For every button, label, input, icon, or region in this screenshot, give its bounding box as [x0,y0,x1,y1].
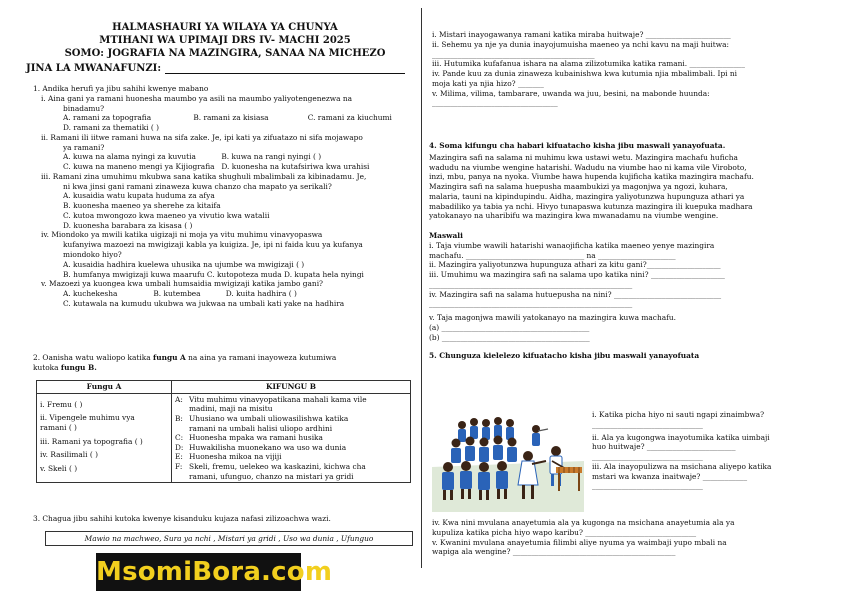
fungu-a-item[interactable]: i. Fremu ( ) [40,399,83,409]
fungu-b-text: Vitu muhimu vinavyopatikana mahali kama vile [189,394,367,404]
header-exam: MTIHANI WA UPIMAJI DRS IV- MACHI 2025 [99,34,351,46]
fill-question[interactable]: iii. Hutumika kufafanua ishara na alama zilizotumika katika ramani. _______________ [432,59,745,69]
fungu-b-text: ramani na umbali halisi uliopo ardhini [189,423,333,433]
q2-stem-cont: ya ramani? [63,142,105,152]
fungu-b-letter: E: [175,452,183,462]
side-question[interactable]: i. Katika picha hiyo ni sauti ngapi zinaimbwa? [592,410,765,419]
q3-option-b[interactable]: B. kuonesha maeneo ya sherehe za kitaifa [63,201,221,211]
q4-stem: iv. Miondoko ya mwili katika uigizaji ni moja ya vitu muhimu vinavyopaswa [41,230,323,240]
fungu-b-text: madini, maji na misitu [189,404,273,414]
fungu-b-item [175,404,407,414]
section-2-instruction [33,353,418,373]
q1-option-b[interactable]: B. ramani za kisiasa [193,113,269,123]
fill-question[interactable]: i. Mistari inayogawanya ramani katika miraba huitwaje? _______________________ [432,30,731,39]
student-name-label: JINA LA MWANAFUNZI: [26,63,162,74]
fungu-b-item [175,424,407,434]
section-4-title: 4. Soma kifungu cha habari kifuatacho kisha jibu maswali yanayofuata. [429,141,726,150]
q1-option-c[interactable]: C. ramani za kiuchumi [307,113,392,123]
fungu-a-cell [37,393,172,483]
matching-table [36,380,411,483]
q1-stem: i. Aina gani ya ramani huonesha maumbo ya asili na maumbo yaliyotengenezwa na [41,93,352,103]
fill-question[interactable]: v. Milima, vilima, tambarare, uwanda wa juu, besini, na mabonde huunda: [432,88,710,98]
s2-instr-fungu-a: fungu A [153,353,186,362]
q3-stem-cont: ni kwa jinsi gani ramani zinaweza kuwa chanzo cha mapato ya serikali? [63,181,332,191]
section-3-questions [432,30,832,108]
side-question[interactable]: huo huitwaje? ________________________ [592,442,736,452]
section-5-side-questions [592,410,832,491]
q5-option-b[interactable]: B. kutembea [153,289,201,299]
maswali-item[interactable]: machafu. ________________________________ na _____________________ [429,250,676,260]
fungu-b-text: Skeli, fremu, uelekeo wa kaskazini, kichwa cha [189,462,366,471]
q3-option-d[interactable]: D. kuonesha barabara za kisasa ( ) [63,220,193,230]
side-question[interactable]: iii. Ala inayopulizwa na msichana aliyepo katika [592,461,772,471]
passage-line: Mazingira safi na salama huepusha maambukizi ya magonjwa ya ngozi, kuhara, [429,182,728,192]
fungu-a-item[interactable]: iii. Ramani ya topografia ( ) [40,436,143,446]
fungu-b-letter: B: [175,413,183,423]
q2-option-a[interactable]: A. kuwa na alama nyingi za kuvutia [63,152,196,162]
student-name-row [26,63,405,74]
fungu-b-letter: D: [175,442,184,452]
q5-stem: v. Mazoezi ya kuongea kwa umbali humsaidia mwigizaji katika jambo gani? [41,279,324,289]
passage-line: inzi, mbu, panya na nyoka. Viumbe hawa hupenda kujificha katika mazingira machafu. [429,172,754,182]
passage [429,153,829,221]
fungu-a-item[interactable]: v. Skeli ( ) [40,463,78,473]
s2-instr-a: 2. Oanisha watu waliopo katika [33,353,154,362]
fungu-a-item[interactable]: iv. Rasilimali ( ) [40,450,98,460]
maswali-item[interactable]: v. Taja magonjwa mawili yatokanayo na mazingira kuwa machafu. [429,313,676,323]
logo-text: MsomiBora.com [96,557,333,587]
maswali-item[interactable]: i. Taja viumbe wawili hatarishi wanaojificha katika maeneo yenye mazingira [429,240,715,250]
fill-question-line[interactable]: ____________________________________________ [432,49,595,59]
q1-option-d[interactable]: D. ramani za thematiki ( ) [63,123,159,133]
maswali-item[interactable]: ii. Mazingira yaliyotunzwa hupunguza athari za kitu gani?____________________ [429,260,721,270]
fungu-b-item [175,452,407,462]
q4-stem-cont2: miondoko hiyo? [63,250,122,260]
s2-instr-b: na aina ya ramani inayoweza kutumiwa [185,353,337,362]
fungu-b-letter: A: [175,394,183,404]
passage-line: wadudu na viumbe wengine hatarishi. Wadudu na viumbe hao ni kama vile Viroboto, [429,162,747,172]
word-box: Mawio na machweo, Sura ya nchi , Mistari ya gridi , Uso wa dunia , Ufunguo [45,531,413,546]
passage-line: mabadiliko ya tabia ya nchi. Hivyo tunapaswa kutunza mazingira ili kuepuka madhara [429,201,753,211]
q5-option-c[interactable]: C. kutawala na kumudu ukubwa wa jukwaa na umbali kati yake na hadhira [63,298,345,308]
side-question[interactable]: ii. Ala ya kugongwa inayotumika katika uimbaji [592,432,770,442]
maswali-item[interactable]: (b) ________________________________________ [429,332,590,342]
fungu-b-item [175,433,407,443]
fungu-b-item [175,414,407,424]
s2-instr-c: kutoka [33,362,61,372]
matching-header-a: Fungu A [37,381,172,394]
q3-option-a[interactable]: A. kusaidia watu kupata huduma za afya [63,191,215,201]
maswali-title: Maswali [429,231,463,241]
maswali-item[interactable]: iv. Mazingira safi na salama hutuepusha na nini? _____________________________ [429,289,722,299]
side-question-line[interactable]: ______________________________ [592,452,703,462]
fungu-a-item[interactable]: ii. Vipengele muhimu vya [40,413,135,423]
maswali-item[interactable]: _______________________________________________________ [429,279,633,289]
fungu-b-item [175,395,407,405]
section-1 [33,84,418,309]
exam-header [40,22,410,60]
section-4 [429,141,829,360]
header-subject: SOMO: JOGRAFIA NA MAZINGIRA, SANAA NA MICHEZO [64,47,386,59]
q2-option-d[interactable]: D. kuonesha na kutafsiriwa kwa urahisi [221,162,370,172]
side-question-line[interactable]: ______________________________ [592,419,703,429]
bottom-question[interactable]: kupuliza katika picha hiyo wapo karibu? ______________________________ [432,527,697,537]
msomibora-logo [96,553,333,591]
fungu-b-text: Uhusiano wa umbali uliowasilishwa katika [189,413,349,423]
section-3-instruction: 3. Chagua jibu sahihi kutoka kwenye kisanduku kujaza nafasi zilizoachwa wazi. [33,514,331,523]
header-council: HALMASHAURI YA WILAYA YA CHUNYA [112,22,338,33]
maswali-item[interactable]: _______________________________________________________ [429,299,633,309]
q2-option-c[interactable]: C. kuwa na maneno mengi ya Kijiografia [63,162,215,172]
column-divider [421,8,422,568]
fill-question-line[interactable]: __________________________________ [432,98,558,108]
fungu-b-item [175,462,407,472]
section-5-bottom-questions [432,518,832,557]
section-5-title: 5. Chunguza kielelezo kifuatacho kisha jibu maswali yanayofuata [429,350,700,360]
fungu-b-text: Huwakilisha muonekano wa uso wa dunia [189,442,347,452]
q1-stem-cont: binadamu? [63,103,105,113]
q2-stem: ii. Ramani ili iitwe ramani huwa na sifa zake. Je, ipi kati ya zifuatazo ni sifa mojawapo [41,132,363,142]
fungu-b-letter: F: [175,462,183,471]
side-question[interactable]: mstari wa kwanza inaitwaje? ____________ [592,471,748,481]
bottom-question[interactable]: v. Kwanini mvulana anayetumia filimbi aliye nyuma ya waimbaji yupo mbali na [432,537,727,547]
fungu-b-text: ramani, ufunguo, chanzo na mistari ya gridi [189,471,354,481]
passage-line: malaria, tauni na kipindupindu. Aidha, mazingira yaliyotunzwa hupunguza athari ya [429,191,745,201]
q4-options-bcd[interactable]: B. humfanya mwigizaji kuwa maarufu C. kutopoteza muda D. kupata hela nyingi [63,269,364,279]
q1-option-a[interactable]: A. ramani za topografia [63,113,152,123]
fill-question-cont[interactable]: moja kati ya njia hizo? _______ [432,78,544,88]
s2-instr-fungu-b: fungu B. [60,362,97,372]
q4-stem-cont: kufanyiwa mazoezi na mwigizaji kabla ya kuigiza. Je, ipi ni faida kuu ya kufanya [63,240,363,250]
bottom-question[interactable]: wapiga ala wengine? ____________________________________________ [432,547,676,557]
fill-question[interactable]: iv. Pande kuu za dunia zinaweza kubainishwa kwa kutumia njia mbalimbali. Ipi ni [432,69,738,79]
maswali-item[interactable]: (a) ________________________________________ [429,323,590,333]
fungu-b-text: Huonesha mikoa na vijiji [189,452,282,462]
side-question-line[interactable]: ______________________________ [592,481,703,491]
q4-option-a[interactable]: A. kusaidia hadhira kuelewa uhusika na ujumbe wa mwigizaji ( ) [63,259,305,269]
choir-illustration [432,409,584,512]
section-1-instruction: 1. Andika herufi ya jibu sahihi kwenye mabano [33,84,209,93]
maswali-item[interactable]: iii. Umuhimu wa mazingira safi na salama upo katika nini? ____________________ [429,270,725,280]
fungu-b-text: Huonesha mpaka wa ramani husika [189,433,323,443]
fungu-b-cell [172,393,411,483]
q3-stem: iii. Ramani zina umuhimu mkubwa sana katika shughuli mbalimbali za kibinadamu. Je, [41,171,367,181]
q5-option-d[interactable]: D. kuita hadhira ( ) [225,289,297,299]
fungu-a-item[interactable]: ramani ( ) [40,422,77,432]
q5-option-a[interactable]: A. kuchekesha [63,289,118,299]
fungu-b-item [175,443,407,453]
matching-header-b: KIFUNGU B [172,381,411,394]
q2-option-b[interactable]: B. kuwa na rangi nyingi ( ) [221,152,322,162]
fungu-b-letter: C: [175,433,184,443]
student-name-field[interactable] [165,64,405,74]
q3-option-c[interactable]: C. kutoa mwongozo kwa maeneo ya vivutio kwa watalii [63,210,270,220]
fill-question[interactable]: ii. Sehemu ya nje ya dunia inayojumuisha maeneo ya nchi kavu na maji huitwa: [432,39,729,49]
passage-line: yatokanayo na uharibifu wa mazingira kwa mwanadamu na viumbe wengine. [429,211,719,221]
bottom-question[interactable]: iv. Kwa nini mvulana anayetumia ala ya kugonga na msichana anayetumia ala ya [432,518,735,527]
fungu-b-item [175,472,407,482]
passage-line: Mazingira safi na salama ni muhimu kwa ustawi wetu. Mazingira machafu huficha [429,152,738,162]
